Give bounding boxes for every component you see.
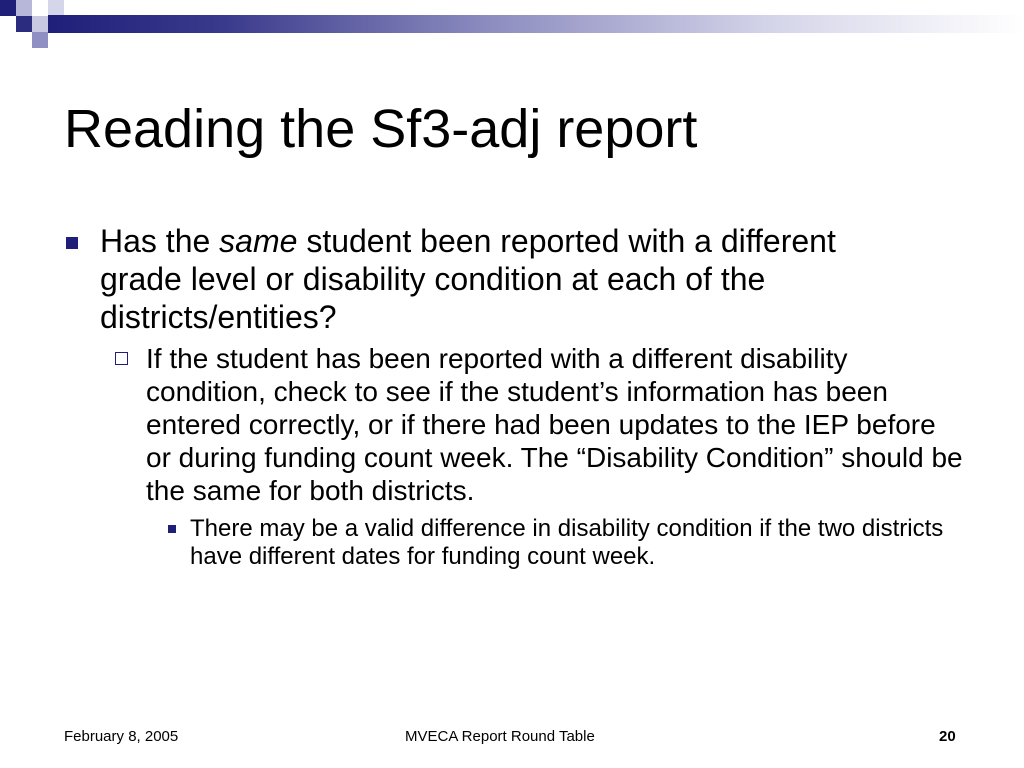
decor-square — [32, 16, 48, 32]
bullet-level-1-text-pre: Has the — [100, 223, 220, 259]
decor-square — [16, 16, 32, 32]
bullet-level-3 — [190, 515, 950, 571]
bullet-level-1 — [100, 222, 900, 336]
decor-square — [0, 0, 16, 16]
decor-square — [32, 32, 48, 48]
decor-square — [48, 0, 64, 15]
bullet-level-3-text: There may be a valid difference in disability condition if the two districts have different dates for funding count week. — [190, 515, 944, 570]
footer-date: February 8, 2005 — [64, 728, 179, 745]
hollow-square-bullet-icon — [115, 352, 128, 365]
square-bullet-icon — [66, 237, 78, 249]
bullet-level-2 — [146, 342, 964, 507]
slide-title: Reading the Sf3-adj report — [64, 99, 698, 159]
decor-square — [0, 16, 16, 32]
bullet-level-1-text-post: student been reported with a different grade level or disability condition at each of the districts/entities? — [100, 223, 836, 335]
decor-square — [16, 0, 32, 16]
bullet-list — [0, 222, 1024, 571]
small-square-bullet-icon — [168, 525, 176, 533]
bullet-level-1-emphasis: same — [219, 223, 298, 259]
page-number: 20 — [939, 728, 956, 745]
bullet-level-2-text: If the student has been reported with a different disability condition, check to see if the student’s information has been entered correctly, or if there had been updates to the IEP before or during funding count week. The “Disability Condition” should be the same for both districts. — [146, 343, 963, 506]
header-gradient-bar — [48, 15, 1024, 33]
footer-title: MVECA Report Round Table — [405, 728, 595, 745]
